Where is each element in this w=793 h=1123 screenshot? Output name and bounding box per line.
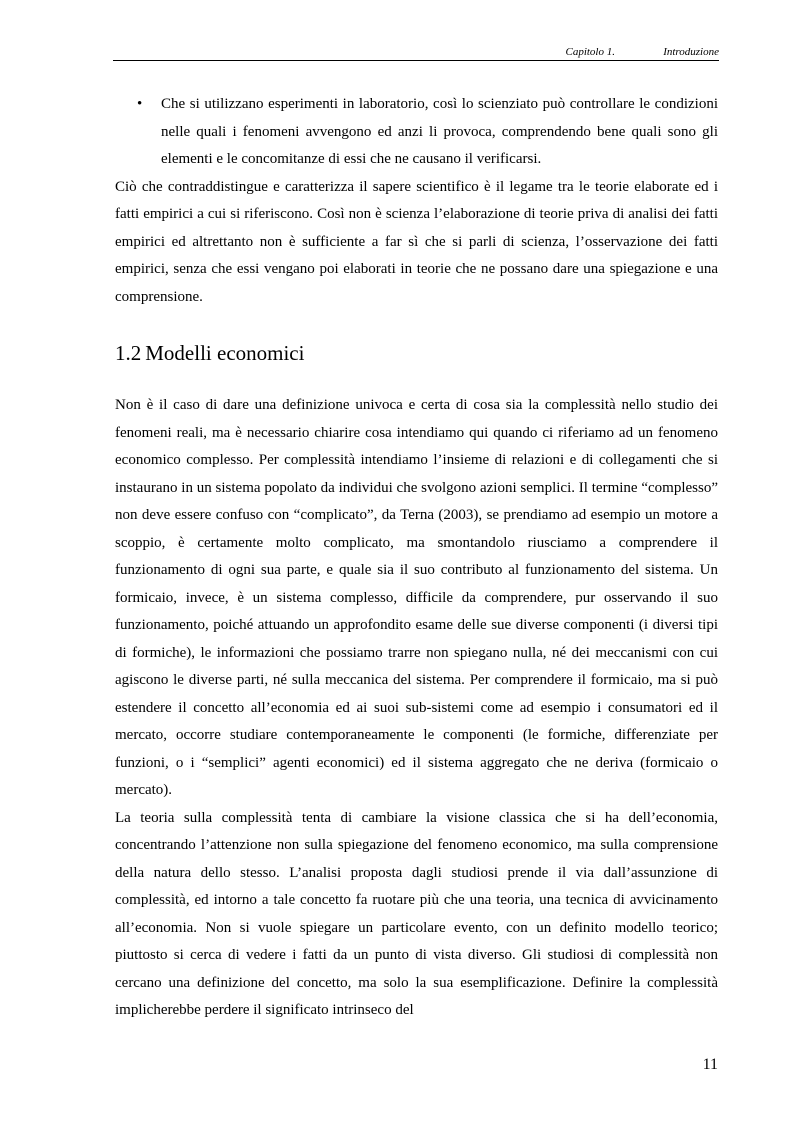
bullet-icon: •	[137, 96, 143, 112]
header-section: Introduzione	[663, 46, 719, 58]
running-header	[113, 44, 719, 61]
list-item	[137, 91, 718, 174]
bullet-text: Che si utilizzano esperimenti in laboratorio, così lo scienziato può controllare le condizioni nelle quali i fenomeni avvengono ed anzi li provoca, comprendendo bene quali sono gli elementi e le concomitanze di essi che ne causano il verificarsi.	[161, 96, 718, 167]
page-number: 11	[702, 1056, 718, 1073]
section-number: 1.2	[115, 341, 142, 365]
bullet-list	[115, 91, 718, 174]
section-title: Modelli economici	[145, 341, 305, 365]
header-chapter: Capitolo 1.	[565, 46, 615, 58]
paragraph-intro: Ciò che contraddistingue e caratterizza il sapere scientifico è il legame tra le teorie elaborate ed i fatti empirici a cui si riferiscono. Così non è scienza l’elaborazione di teorie priva di analisi dei fatti empirici ed altrettanto non è sufficiente a far sì che si parli di scienza, l’osservazione dei fatti empirici, senza che essi vengano poi elaborati in teorie che ne possano dare una spiegazione e una comprensione.	[115, 178, 718, 305]
body-text	[115, 91, 718, 1025]
paragraph-complexity: Non è il caso di dare una definizione univoca e certa di cosa sia la complessità nello studio dei fenomeni reali, ma è necessario chiarire cosa intendiamo qui quando ci riferiamo ad un fenomeno economico complesso. Per complessità intendiamo l’insieme di relazioni e di collegamenti che si instaurano in un sistema popolato da individui che svolgono azioni semplici. Il termine “complesso” non deve essere confuso con “complicato”, da Terna (2003), se prendiamo ad esempio un motore a scoppio, è certamente molto complicato, ma smontandolo riusciamo a comprendere il funzionamento di ogni sua parte, e quale sia il suo contributo al funzionamento del sistema. Un formicaio, invece, è un sistema complesso, difficile da comprendere, pur osservando il suo funzionamento, poiché attuando un approfondito esame delle sue diverse componenti (i diversi tipi di formiche), le informazioni che possiamo trarre non spiegano nulla, né dei meccanismi con cui agiscono le diverse parti, né sulla meccanica del sistema. Per comprendere il formicaio, ma si può estendere il concetto all’economia ed ai suoi sub-sistemi come ad esempio i consumatori ed il mercato, occorre studiare contemporaneamente le componenti (le formiche, differenziate per funzioni, o i “semplici” agenti economici) ed il sistema aggregato che ne deriva (formicaio o mercato).	[115, 397, 718, 798]
paragraph-theory: La teoria sulla complessità tenta di cambiare la visione classica che si ha dell’economia, concentrando l’attenzione non sulla spiegazione del fenomeno economico, ma sulla comprensione della natura dello stesso. L’analisi proposta dagli studiosi prende il via dall’assunzione di complessità, ed intorno a tale concetto fa ruotare più che una teoria, una tecnica di avvicinamento all’economia. Non si vuole spiegare un particolare evento, con un definito modello teorico; piuttosto si cerca di vedere i fatti da un punto di vista diverso. Gli studiosi di complessità non cercano una definizione del concetto, ma solo la sua esemplificazione. Definire la complessità implicherebbe perdere il significato intrinseco del	[115, 809, 718, 1018]
section-heading	[115, 338, 718, 368]
